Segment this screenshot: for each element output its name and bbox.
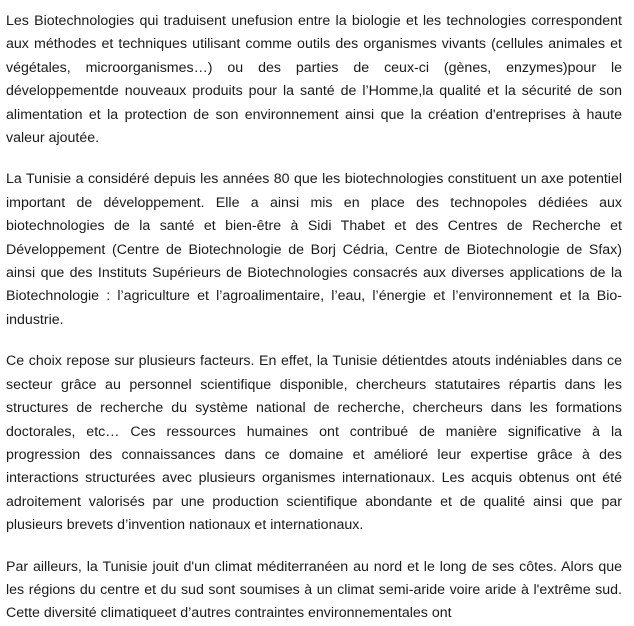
paragraph-tunisia-climate: Par ailleurs, la Tunisie jouit d'un climat méditerranéen au nord et le long de ses côtes. Alors que les régions du centre et du sud sont soumises à un climat semi-aride voire aride à l'extrême sud. Cette diversité climatiqueet d’autres contraintes environnementales ont [6,558,622,622]
paragraph-biotech-definition: Les Biotechnologies qui traduisent unefusion entre la biologie et les technologies correspondent aux méthodes et techniques utilisant comme outils des organismes vivants (cellules animales et végétales, microorganismes…) ou des parties de ceux-ci (gènes, enzymes)pour le développementde nouveaux produits pour la santé de l’Homme,la qualité et la sécurité de son alimentation et la protection de son environnement ainsi que la création d'entreprises à haute valeur ajoutée. [6,13,622,147]
paragraph-tunisia-assets: Ce choix repose sur plusieurs facteurs. En effet, la Tunisie détientdes atouts indéniables dans ce secteur grâce au personnel scientifique disponible, chercheurs statutaires répartis dans les structures de recherche du système national de recherche, chercheurs dans les formations doctorales, etc… Ces ressources humaines ont contribué de manière significative à la progression des connaissances dans ce domaine et amélioré leur expertise grâce à des interactions structurées avec plusieurs organismes internationaux. Les acquis obtenus ont été adroitement valorisés par une production scientifique abondante et de qualité ainsi que par plusieurs brevets d’invention nationaux et internationaux. [6,353,622,534]
paragraph-tunisia-strategy: La Tunisie a considéré depuis les années 80 que les biotechnologies constituent un axe potentiel important de développement. Elle a ainsi mis en place des technopoles dédiées aux biotechnologies de la santé et bien-être à Sidi Thabet et des Centres de Recherche et Développement (Centre de Biotechnologie de Borj Cédria, Centre de Biotechnologie de Sfax) ainsi que des Instituts Supérieurs de Biotechnologies consacrés aux diverses applications de la Biotechnologie : l’agriculture et l’agroalimentaire, l’eau, l’énergie et l’environnement et la Bio-industrie. [6,171,622,328]
